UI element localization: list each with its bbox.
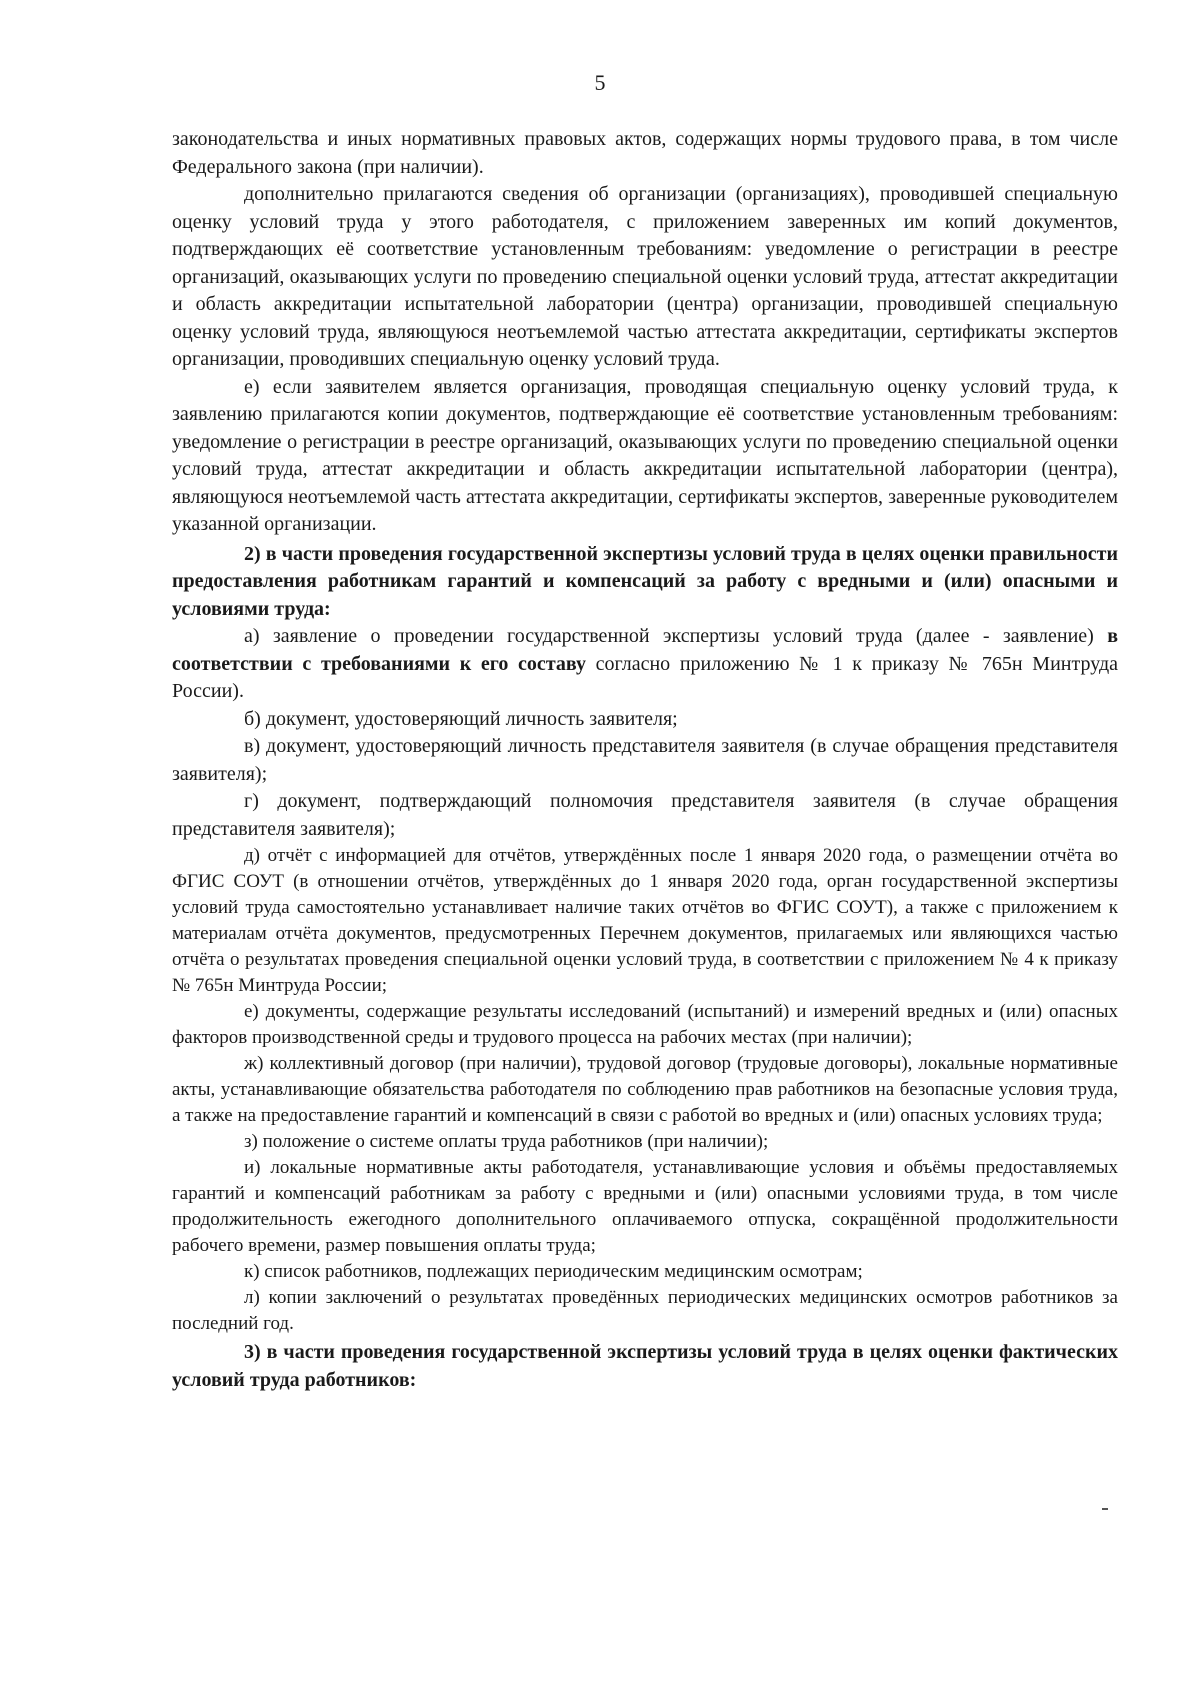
- paragraph-item-l: л) копии заключений о результатах проведённых периодических медицинских осмотров работников за последний год.: [172, 1287, 1118, 1334]
- page-number: 5: [594, 70, 606, 95]
- paragraph-item-z: з) положение о системе оплаты труда работников (при наличии);: [244, 1131, 769, 1152]
- paragraph-continuation: законодательства и иных нормативных правовых актов, содержащих нормы трудового права, в том числе Федерального закона (при наличии).: [172, 128, 1118, 178]
- paragraph-item-a-text: а) заявление о проведении государственной экспертизы условий труда (далее - заявление): [244, 625, 1108, 647]
- paragraph-item-b: б) документ, удостоверяющий личность заявителя;: [244, 707, 678, 730]
- paragraph-item-v: в) документ, удостоверяющий личность представителя заявителя (в случае обращения представителя заявителя);: [172, 735, 1118, 785]
- document-body: [172, 126, 1118, 1394]
- paragraph-item-a-tail: согласно приложению № 1 к приказу № 765н Минтруда России).: [172, 652, 1118, 702]
- paragraph-item-d: д) отчёт с информацией для отчётов, утверждённых после 1 января 2020 года, о размещении отчёта во ФГИС СОУТ (в отношении отчётов, утверждённых до 1 января 2020 года, орган государственной экспертизы условий труда самостоятельно устанавливает наличие таких отчётов во ФГИС СОУТ), а также с приложением к материалам отчёта документов, предусмотренных Перечнем документов, прилагаемых или являющихся частью отчёта о результатах проведения специальной оценки условий труда, в соответствии с приложением № 4 к приказу № 765н Минтруда России;: [172, 845, 1118, 996]
- section-heading-3: 3) в части проведения государственной экспертизы условий труда в целях оценки фактических условий труда работников:: [172, 1341, 1118, 1391]
- paragraph-item-k: к) список работников, подлежащих периодическим медицинским осмотрам;: [244, 1261, 863, 1282]
- paragraph-item-i: и) локальные нормативные акты работодателя, устанавливающие условия и объёмы предоставляемых гарантий и компенсаций работникам за работу с вредными и (или) опасными условиями труда, в том числе продолжительность ежегодного дополнительного оплачиваемого отпуска, сокращённой продолжительности рабочего времени, размер повышения оплаты труда;: [172, 1157, 1118, 1256]
- paragraph-item-e: е) если заявителем является организация, проводящая специальную оценку условий труда, к заявлению прилагаются копии документов, подтверждающие её соответствие установленным требованиям: уведомление о регистрации в реестре организаций, оказывающих услуги по проведению специальной оценки условий труда, аттестат аккредитации и область аккредитации испытательной лаборатории (центра), являющуюся неотъемлемой часть аттестата аккредитации, сертификаты экспертов, заверенные руководителем указанной организации.: [172, 375, 1118, 535]
- section-heading-2: 2) в части проведения государственной экспертизы условий труда в целях оценки правильности предоставления работникам гарантий и компенсаций за работу с вредными и (или) опасными и условиями труда:: [172, 542, 1118, 620]
- paragraph-item-g: г) документ, подтверждающий полномочия представителя заявителя (в случае обращения представителя заявителя);: [172, 790, 1118, 840]
- paragraph-item-zh: ж) коллективный договор (при наличии), трудовой договор (трудовые договоры), локальные нормативные акты, устанавливающие обязательства работодателя по соблюдению прав работников на безопасные условия труда, а также на предоставление гарантий и компенсаций в связи с работой во вредных и (или) опасных условиях труда;: [172, 1053, 1118, 1126]
- paragraph-item-a-bold: в соответствии с требованиями к его составу: [172, 625, 1118, 675]
- paragraph-item-a: [172, 623, 1118, 706]
- scan-mark: [1102, 1508, 1108, 1510]
- paragraph-additional-info: дополнительно прилагаются сведения об организации (организациях), проводившей специальную оценку условий труда у этого работодателя, с приложением заверенных им копий документов, подтверждающих её соответствие установленным требованиям: уведомление о регистрации в реестре организаций, оказывающих услуги по проведению специальной оценки условий труда, аттестат аккредитации и область аккредитации испытательной лаборатории (центра) организации, проводившей специальную оценку условий труда, являющуюся неотъемлемой частью аттестата аккредитации, сертификаты экспертов организации, проводивших специальную оценку условий труда.: [172, 183, 1118, 370]
- paragraph-item-e2: е) документы, содержащие результаты исследований (испытаний) и измерений вредных и (или) опасных факторов производственной среды и трудового процесса на рабочих местах (при наличии);: [172, 1001, 1118, 1048]
